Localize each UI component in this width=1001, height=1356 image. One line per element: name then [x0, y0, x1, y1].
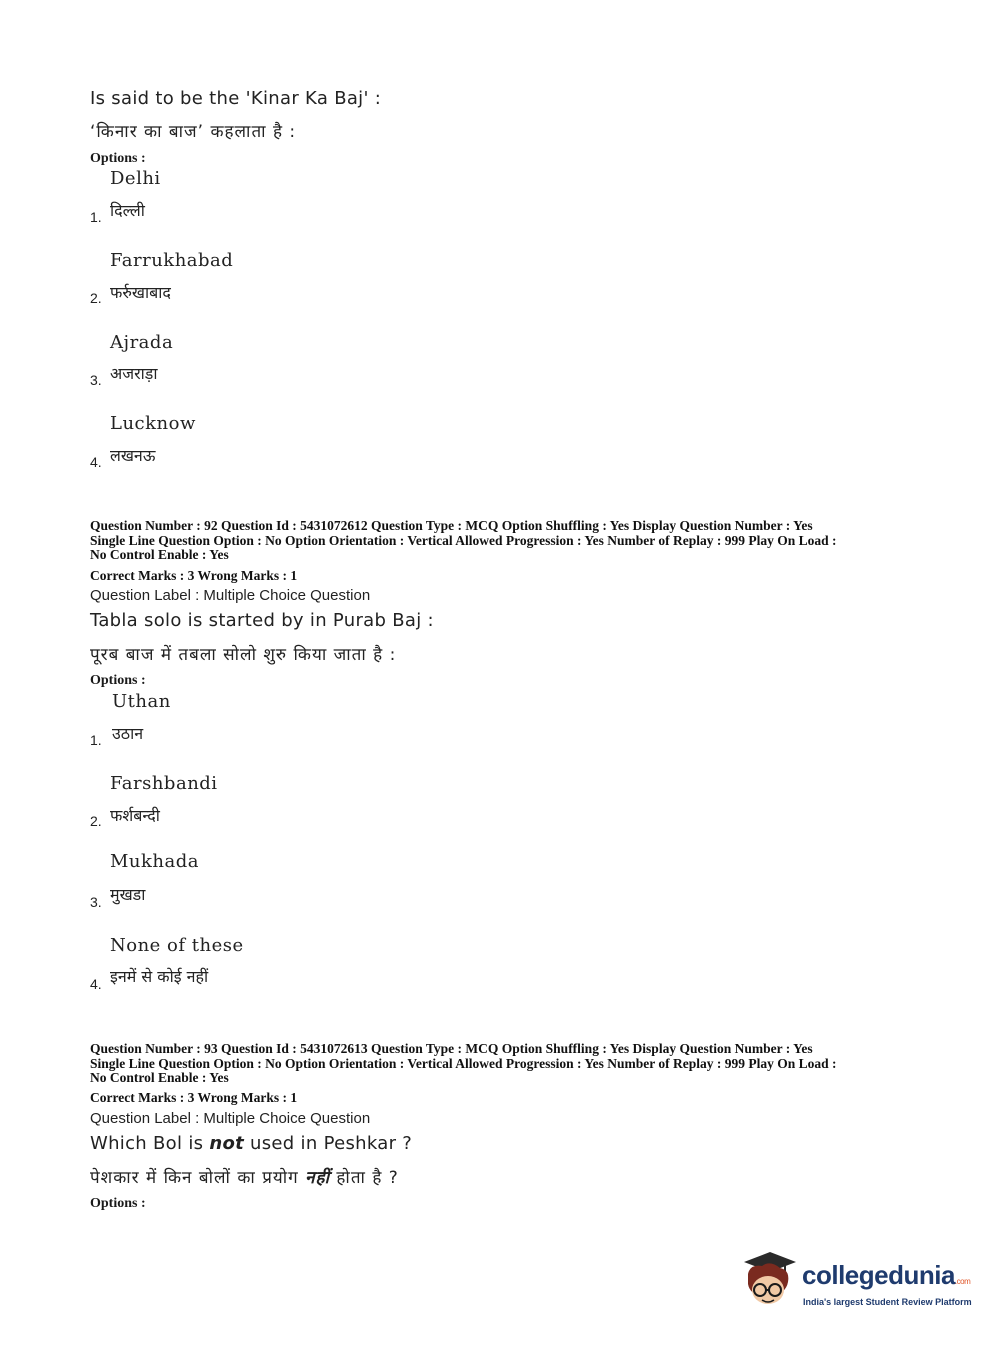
logo-tagline: India's largest Student Review Platform: [803, 1297, 972, 1307]
q92-meta-line-2: Single Line Question Option : No Option Orientation : Vertical Allowed Progression : Yes Number of Replay : 999 Play On Load :: [90, 532, 837, 548]
q91-option-3-english: Ajrada: [110, 332, 174, 353]
q92-question-label: Question Label : Multiple Choice Question: [90, 587, 371, 604]
q92-marks: Correct Marks : 3 Wrong Marks : 1: [90, 568, 298, 583]
q92-option-3-hindi: मुखडा: [110, 885, 146, 904]
q92-question-hindi: पूरब बाज में तबला सोलो शुरु किया जाता है :: [90, 645, 397, 665]
q92-options-label: Options :: [90, 673, 146, 688]
q92-option-3-english: Mukhada: [110, 851, 200, 872]
mascot-icon: [740, 1250, 802, 1320]
q93-meta-line-1: Question Number : 93 Question Id : 5431072613 Question Type : MCQ Option Shuffling : Yes Display Question Number : Yes: [90, 1041, 813, 1056]
q93-options-label: Options :: [90, 1196, 146, 1211]
q92-option-1-hindi: उठान: [112, 724, 144, 743]
q91-option-1-number: 1.: [90, 209, 102, 225]
q91-option-4-english: Lucknow: [110, 413, 196, 434]
q93-question-hi-pre: पेशकार में किन बोलों का प्रयोग: [90, 1168, 306, 1188]
logo-name: collegedunia: [802, 1260, 955, 1290]
q93-meta-line-3: No Control Enable : Yes: [90, 1070, 229, 1085]
q93-marks: Correct Marks : 3 Wrong Marks : 1: [90, 1090, 298, 1105]
q92-option-2-hindi: फर्शबन्दी: [110, 806, 160, 825]
q92-option-3-number: 3.: [90, 894, 102, 910]
q92-option-1-number: 1.: [90, 732, 102, 748]
q91-question-english: Is said to be the 'Kinar Ka Baj' :: [90, 88, 382, 109]
q91-options-label: Options :: [90, 151, 146, 166]
q92-question-english: Tabla solo is started by in Purab Baj :: [90, 610, 434, 631]
q93-question-en-pre: Which Bol is: [90, 1133, 210, 1154]
q91-option-3-hindi: अजराड़ा: [110, 364, 158, 383]
q93-question-hi-emphasis: नहीं: [305, 1168, 330, 1188]
q93-question-hi-post: होता है ?: [330, 1168, 399, 1188]
q93-question-en-post: used in Peshkar ?: [244, 1133, 413, 1154]
q92-meta-line-3: No Control Enable : Yes: [90, 547, 229, 562]
q93-question-english: [90, 1133, 412, 1154]
logo-dotcom: .com: [954, 1277, 971, 1286]
q93-question-en-emphasis: not: [209, 1133, 245, 1154]
q92-metadata: [90, 519, 920, 563]
collegedunia-logo: [740, 1250, 970, 1320]
q93-metadata: [90, 1042, 920, 1086]
q92-option-2-number: 2.: [90, 813, 102, 829]
q93-meta-line-2: Single Line Question Option : No Option Orientation : Vertical Allowed Progression : Yes Number of Replay : 999 Play On Load :: [90, 1055, 837, 1071]
q91-option-2-hindi: फर्रुखाबाद: [110, 283, 171, 302]
q92-option-4-hindi: इनमें से कोई नहीं: [110, 967, 209, 986]
q91-option-4-hindi: लखनऊ: [110, 446, 156, 465]
logo-wordmark: [802, 1260, 970, 1291]
q91-option-1-hindi: दिल्ली: [110, 201, 145, 220]
q93-question-hindi: [90, 1165, 399, 1188]
q91-question-hindi: ‘किनार का बाज’ कहलाता है :: [90, 122, 297, 142]
q91-option-4-number: 4.: [90, 454, 102, 470]
q92-meta-line-1: Question Number : 92 Question Id : 5431072612 Question Type : MCQ Option Shuffling : Yes Display Question Number : Yes: [90, 518, 813, 533]
q91-option-2-number: 2.: [90, 290, 102, 306]
q92-option-4-number: 4.: [90, 976, 102, 992]
q92-option-2-english: Farshbandi: [110, 773, 218, 794]
q93-question-label: Question Label : Multiple Choice Question: [90, 1110, 371, 1127]
q92-option-4-english: None of these: [110, 935, 244, 956]
q91-option-2-english: Farrukhabad: [110, 250, 234, 271]
q91-option-1-english: Delhi: [110, 168, 161, 189]
q91-option-3-number: 3.: [90, 372, 102, 388]
q92-option-1-english: Uthan: [112, 691, 171, 712]
